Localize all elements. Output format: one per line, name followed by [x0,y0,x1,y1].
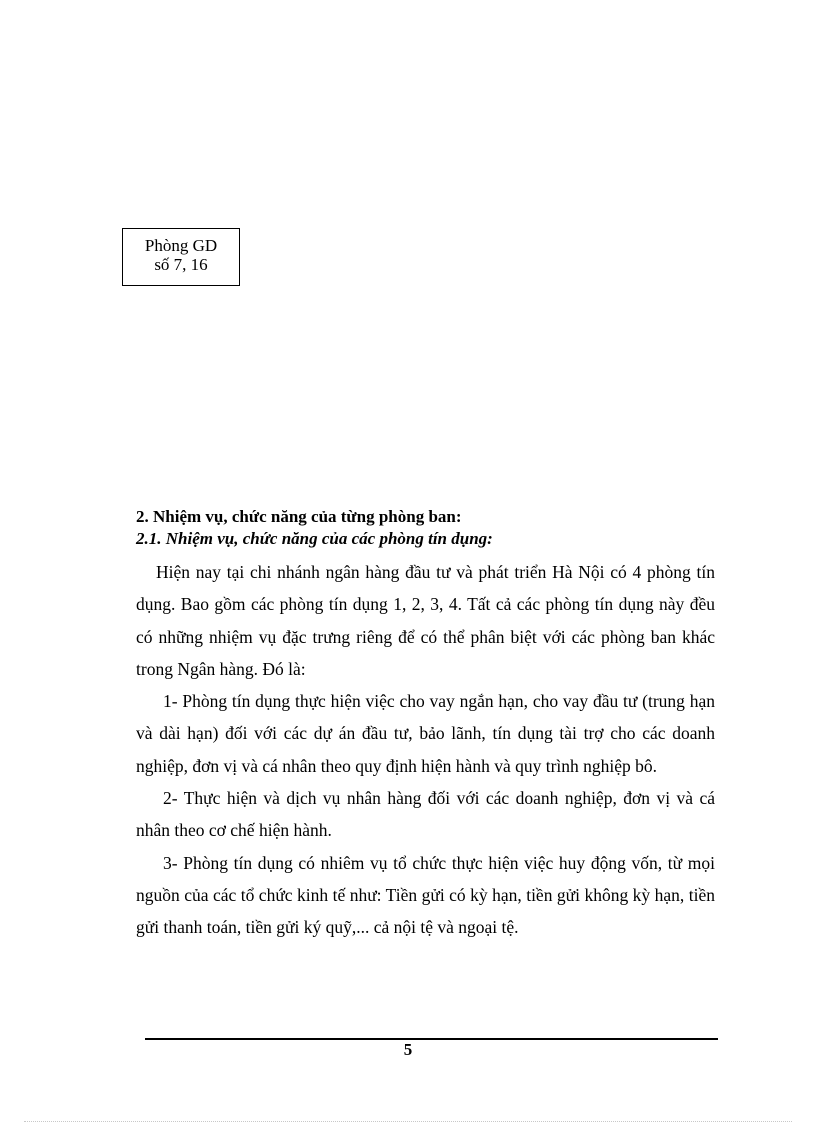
section-subheading: 2.1. Nhiệm vụ, chức năng của các phòng tín dụng: [136,529,493,548]
org-chart-box-transaction-office [122,228,240,286]
paragraph-item-3: 3- Phòng tín dụng có nhiêm vụ tổ chức thực hiện việc huy động vốn, từ mọi nguồn của các tổ chức kinh tế như: Tiền gửi có kỳ hạn, tiền gửi không kỳ hạn, tiền gửi thanh toán, tiền gửi ký quỹ,... cả nội tệ và ngoại tệ. [136,852,715,938]
org-box-line-2: số 7, 16 [154,255,208,274]
paragraph-item-2: 2- Thực hiện và dịch vụ nhân hàng đối với các doanh nghiệp, đơn vị và cá nhân theo cơ chế hiện hành. [136,788,715,841]
org-box-line-1: Phòng GD [144,236,218,255]
paragraph-intro: Hiện nay tại chi nhánh ngân hàng đầu tư và phát triển Hà Nội có 4 phòng tín dụng. Bao gồm các phòng tín dụng 1, 2, 3, 4. Tất cả các phòng tín dụng này đều có những nhiệm vụ đặc trưng riêng để có thể phân biệt với các phòng ban khác trong Ngân hàng. Đó là: [136,562,715,679]
body-text [136,556,715,944]
page-bottom-dotted-line [24,1121,792,1122]
page-number: 5 [403,1040,413,1059]
section-heading: 2. Nhiệm vụ, chức năng của từng phòng ban: [136,507,462,526]
paragraph-item-1: 1- Phòng tín dụng thực hiện việc cho vay ngắn hạn, cho vay đầu tư (trung hạn và dài hạn) đối với các dự án đầu tư, bảo lãnh, tín dụng tài trợ cho các doanh nghiệp, đơn vị và cá nhân theo quy định hiện hành và quy trình nghiệp bô. [136,691,715,776]
